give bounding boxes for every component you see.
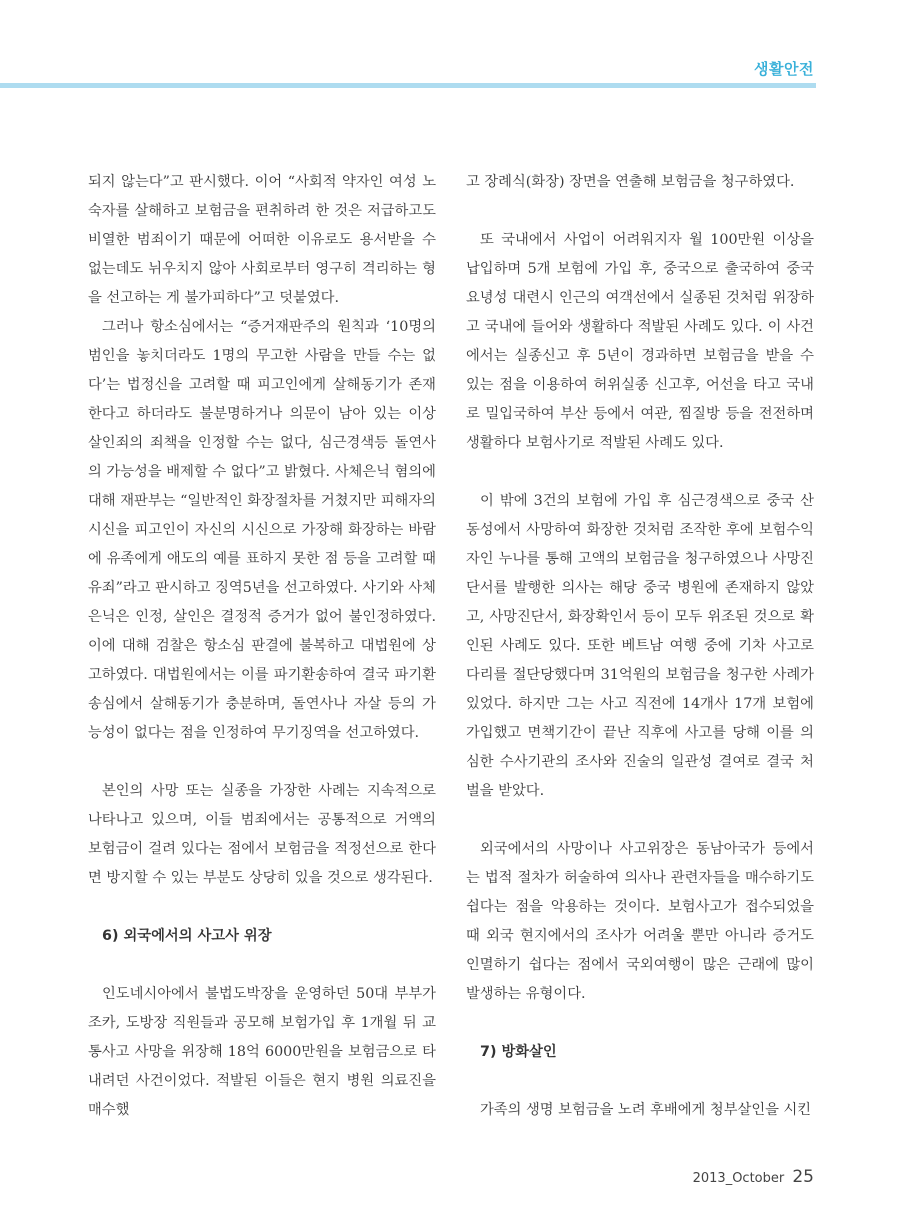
paragraph: 이 밖에 3건의 보험에 가입 후 심근경색으로 중국 산동성에서 사망하여 화장한 것처럼 조작한 후에 보험수익자인 누나를 통해 고액의 보험금을 청구하였으나 사망진단서를 발행한 의사는 해당 중국 병원에 존재하지 않았고, 사망진단서, 화장확인서 등이 모두 위조된 것으로 확인된 사례도 있다. 또한 베트남 여행 중에 기차 사고로 다리를 절단당했다며 31억원의 보험금을 청구한 사례가 있었다. 하지만 그는 사고 직전에 14개사 17개 보험에 가입했고 면책기간이 끝난 직후에 사고를 당해 이를 의심한 수사기관의 조사와 진술의 일관성 결여로 결국 처벌을 받았다. [466, 493, 814, 799]
section-title: 생활안전 [754, 60, 814, 78]
page-number: 25 [792, 1167, 814, 1187]
paragraph: 그러나 항소심에서는 “증거재판주의 원칙과 ‘10명의 범인을 놓치더라도 1명의 무고한 사람을 만들 수는 없다’는 법정신을 고려할 때 피고인에게 살해동기가 존재한다고 하더라도 불분명하거나 의문이 남아 있는 이상 살인죄의 죄책을 인정할 수는 없다, 심근경색등 돌연사의 가능성을 배제할 수 없다”고 밝혔다. 사체은닉 혐의에 대해 재판부는 “일반적인 화장절차를 거쳤지만 피해자의 시신을 피고인이 자신의 시신으로 가장해 화장하는 바람에 유족에게 애도의 예를 표하지 못한 점 등을 고려할 때 유죄”라고 판시하고 징역5년을 선고하였다. 사기와 사체은닉은 인정, 살인은 결정적 증거가 없어 불인정하였다. 이에 대해 검찰은 항소심 판결에 불복하고 대법원에 상고하였다. 대법원에서는 이를 파기환송하여 결국 파기환송심에서 살해동기가 충분하며, 돌연사나 자살 등의 가능성이 없다는 점을 인정하여 무기징역을 선고하였다. [88, 319, 436, 741]
page-footer [693, 1167, 814, 1187]
paragraph: 또 국내에서 사업이 어려워지자 월 100만원 이상을 납입하며 5개 보험에 가입 후, 중국으로 출국하여 중국 요녕성 대련시 인근의 여객선에서 실종된 것처럼 위장하고 국내에 들어와 생활하다 적발된 사례도 있다. 이 사건에서는 실종신고 후 5년이 경과하면 보험금을 받을 수 있는 점을 이용하여 허위실종 신고후, 어선을 타고 국내로 밀입국하여 부산 등에서 여관, 찜질방 등을 전전하며 생활하다 보험사기로 적발된 사례도 있다. [466, 232, 814, 451]
paragraph: 고 장례식(화장) 장면을 연출해 보험금을 청구하였다. [466, 174, 795, 190]
right-column [466, 168, 814, 1125]
paragraph: 가족의 생명 보험금을 노려 후배에게 청부살인을 시킨 [480, 1102, 812, 1118]
header-rule [0, 83, 816, 88]
section-heading: 7) 방화살인 [480, 1044, 557, 1060]
paragraph: 인도네시아에서 불법도박장을 운영하던 50대 부부가 조카, 도방장 직원들과 공모해 보험가입 후 1개월 뒤 교통사고 사망을 위장해 18억 6000만원을 보험금으로 타내려던 사건이었다. 적발된 이들은 현지 병원 의료진을 매수했 [88, 986, 436, 1118]
left-column [88, 168, 436, 1125]
paragraph: 본인의 사망 또는 실종을 가장한 사례는 지속적으로 나타나고 있으며, 이들 범죄에서는 공통적으로 거액의 보험금이 걸려 있다는 점에서 보험금을 적정선으로 한다면 방지할 수 있는 부분도 상당히 있을 것으로 생각된다. [88, 783, 436, 886]
section-heading: 6) 외국에서의 사고사 위장 [102, 928, 272, 944]
issue-label: 2013_October [692, 1171, 785, 1186]
paragraph: 외국에서의 사망이나 사고위장은 동남아국가 등에서는 법적 절차가 허술하여 의사나 관련자들을 매수하기도 쉽다는 점을 악용하는 것이다. 보험사고가 접수되었을 때 외국 현지에서의 조사가 어려울 뿐만 아니라 증거도 인멸하기 쉽다는 점에서 국외여행이 많은 근래에 많이 발생하는 유형이다. [466, 841, 814, 1002]
paragraph: 되지 않는다”고 판시했다. 이어 “사회적 약자인 여성 노숙자를 살해하고 보험금을 편취하려 한 것은 저급하고도 비열한 범죄이기 때문에 어떠한 이유로도 용서받을 수 없는데도 뉘우치지 않아 사회로부터 영구히 격리하는 형을 선고하는 게 불가피하다”고 덧붙였다. [88, 174, 436, 306]
